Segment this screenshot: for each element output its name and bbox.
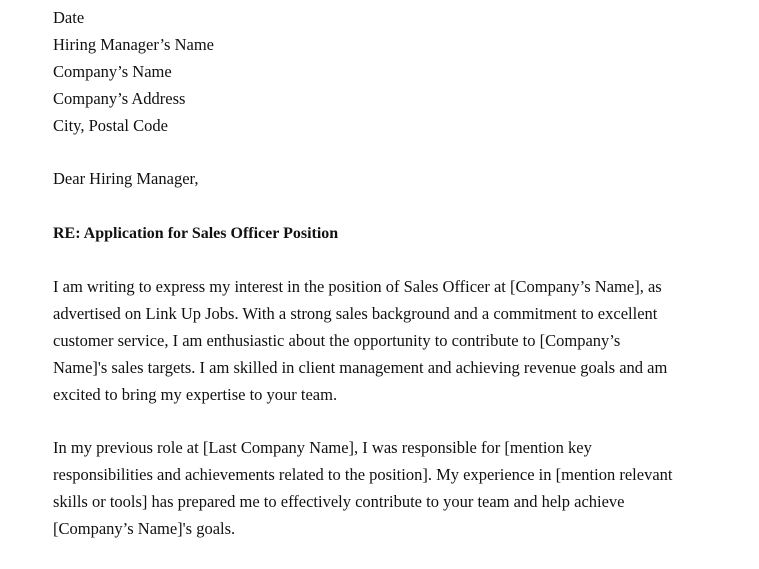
paragraph-line: responsibilities and achievements related to the position]. My experience in [mention relevant [53, 465, 673, 484]
company-address-line: Company’s Address [53, 89, 186, 108]
paragraph-line: I am writing to express my interest in the position of Sales Officer at [Company’s Name], as [53, 277, 662, 296]
paragraph-line: advertised on Link Up Jobs. With a strong sales background and a commitment to excellent [53, 304, 658, 323]
paragraph-line: Name]'s sales targets. I am skilled in client management and achieving revenue goals and am [53, 358, 668, 377]
hiring-manager-name-line: Hiring Manager’s Name [53, 35, 214, 54]
city-postal-code-line: City, Postal Code [53, 116, 168, 135]
paragraph-line: excited to bring my expertise to your team. [53, 385, 338, 404]
paragraph-line: customer service, I am enthusiastic about the opportunity to contribute to [Company’s [53, 331, 621, 350]
company-name-line: Company’s Name [53, 62, 172, 81]
paragraph-interest [53, 273, 703, 408]
paragraph-experience [53, 434, 703, 542]
paragraph-line: In my previous role at [Last Company Name], I was responsible for [mention key [53, 438, 592, 457]
subject-line: RE: Application for Sales Officer Position [53, 225, 339, 242]
paragraph-line: [Company’s Name]'s goals. [53, 519, 236, 538]
paragraph-line: skills or tools] has prepared me to effectively contribute to your team and help achieve [53, 492, 625, 511]
cover-letter-document [53, 4, 703, 542]
date-line: Date [53, 8, 85, 27]
salutation: Dear Hiring Manager, [53, 169, 199, 188]
address-block [53, 4, 703, 139]
spacer [53, 139, 703, 165]
